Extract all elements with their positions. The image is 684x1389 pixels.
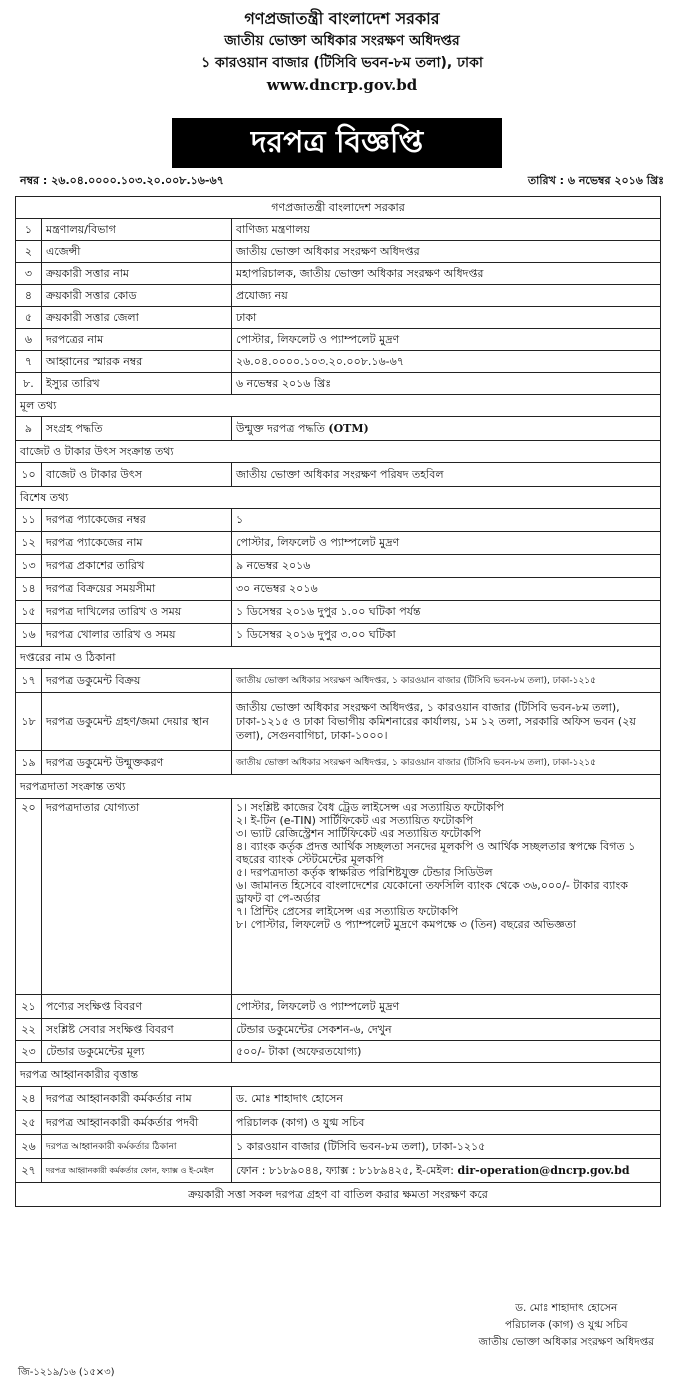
table-row: ১৭ দরপত্র ডকুমেন্ট বিক্রয় জাতীয় ভোক্তা অধিকার সংরক্ষণ অধিদপ্তর, ১ কারওয়ান বাজার (টিসিবি ভবন-৮ম তলা), ঢাকা-১২১৫ <box>16 669 661 693</box>
table-row: ১৯ দরপত্র ডকুমেন্ট উন্মুক্তকরণ জাতীয় ভোক্তা অধিকার সংরক্ষণ অধিদপ্তর, ১ কারওয়ান বাজার (টিসিবি ভবন-৮ম তলা), ঢাকা-১২১৫ <box>16 751 661 775</box>
table-row: ১০ বাজেট ও টাকার উৎস জাতীয় ভোক্তা অধিকার সংরক্ষণ পরিষদ তহবিল <box>16 463 661 487</box>
table-row: ১৫ দরপত্র দাখিলের তারিখ ও সময় ১ ডিসেম্বর ২০১৬ দুপুর ১.০০ ঘটিকা পর্যন্ত <box>16 601 661 624</box>
table-row: ৪ ক্রয়কারী সত্তার কোড প্রযোজ্য নয় <box>16 285 661 307</box>
tender-notice-banner: দরপত্র বিজ্ঞপ্তি <box>172 118 502 168</box>
table-row: ৫ ক্রয়কারী সত্তার জেলা ঢাকা <box>16 307 661 329</box>
table-row: ২ এজেন্সী জাতীয় ভোক্তা অধিকার সংরক্ষণ অধিদপ্তর <box>16 241 661 263</box>
table-row: ৭ আহ্বানের স্মারক নম্বর ২৬.০৪.০০০০.১০৩.২০.০০৮.১৬-৬৭ <box>16 351 661 373</box>
list-item: ৪। ব্যাংক কর্তৃক প্রদত্ত আর্থিক সচ্ছলতা সনদের মূলকপি ও আর্থিক সচ্ছলতার স্বপক্ষে বিগত ১ বছরের ব্যাংক স্টেটমেন্টের মূলকপি <box>236 840 636 866</box>
section-heading: দপ্তরের নাম ও ঠিকানা <box>16 647 661 669</box>
department-address: ১ কারওয়ান বাজার (টিসিবি ভবন-৮ম তলা), ঢাকা <box>201 55 483 71</box>
table-row: ২৭ দরপত্র আহ্বানকারী কর্মকর্তার ফোন, ফ্যাক্স ও ই-মেইল ফোন : ৮১৮৯০৪৪, ফ্যাক্স : ৮১৮৯৪২৫, ই-মেইল: dir-operation@dncrp.gov.bd <box>16 1159 661 1183</box>
gd-reference: জি-১২১৯/১৬ (১৫×৩) <box>18 1367 115 1378</box>
table-row: ১৬ দরপত্র খোলার তারিখ ও সময় ১ ডিসেম্বর ২০১৬ দুপুর ৩.০০ ঘটিকা <box>16 624 661 647</box>
section-heading: বাজেট ও টাকার উৎস সংক্রান্ত তথ্য <box>16 441 661 463</box>
signatory-office: জাতীয় ভোক্তা অধিকার সংরক্ষণ অধিদপ্তর <box>478 1336 654 1348</box>
tender-table <box>15 196 661 1207</box>
memo-date: তারিখ : ৬ নভেম্বর ২০১৬ খ্রিঃ <box>527 174 664 187</box>
section-heading: মূল তথ্য <box>16 395 661 417</box>
table-row: ১১ দরপত্র প্যাকেজের নম্বর ১ <box>16 509 661 532</box>
department-name: জাতীয় ভোক্তা অধিকার সংরক্ষণ অধিদপ্তর <box>224 33 460 49</box>
table-row: ২৪ দরপত্র আহ্বানকারী কর্মকর্তার নাম ড. মোঃ শাহাদাৎ হোসেন <box>16 1087 661 1111</box>
section-heading: বিশেষ তথ্য <box>16 487 661 509</box>
table-row: ২৩ টেন্ডার ডকুমেন্টের মূল্য ৫০০/- টাকা (অফেরতযোগ্য) <box>16 1041 661 1063</box>
signature-block <box>479 1300 654 1351</box>
table-row: ১৩ দরপত্র প্রকাশের তারিখ ৯ নভেম্বর ২০১৬ <box>16 555 661 578</box>
table-row: ২১ পণ্যের সংক্ষিপ্ত বিবরণ পোস্টার, লিফলেট ও প্যাম্পলেট মুদ্রণ <box>16 995 661 1019</box>
memo-number: নম্বর : ২৬.০৪.০০০০.১০৩.২০.০০৮.১৬-৬৭ <box>20 174 224 187</box>
table-row: ৩ ক্রয়কারী সত্তার নাম মহাপরিচালক, জাতীয় ভোক্তা অধিকার সংরক্ষণ অধিদপ্তর <box>16 263 661 285</box>
reference-line <box>20 172 664 191</box>
table-row: ৮. ইস্যুর তারিখ ৬ নভেম্বর ২০১৬ খ্রিঃ <box>16 373 661 395</box>
list-item: ৩। ভ্যাট রেজিস্ট্রেশন সার্টিফিকেট এর সত্যায়িত ফটোকপি <box>236 827 482 840</box>
section-heading: দরপত্রদাতা সংক্রান্ত তথ্য <box>16 775 661 799</box>
table-row: ৯ সংগ্রহ পদ্ধতি উন্মুক্ত দরপত্র পদ্ধতি (OTM) <box>16 417 661 441</box>
table-row: ২৬ দরপত্র আহ্বানকারী কর্মকর্তার ঠিকানা ১ কারওয়ান বাজার (টিসিবি ভবন-৮ম তলা), ঢাকা-১২১৫ <box>16 1135 661 1159</box>
section-heading: দরপত্র আহ্বানকারীর বৃত্তান্ত <box>16 1063 661 1087</box>
table-row: ২২ সংশ্লিষ্ট সেবার সংক্ষিপ্ত বিবরণ টেন্ডার ডকুমেন্টের সেকশন-৬, দেখুন <box>16 1019 661 1041</box>
table-title: গণপ্রজাতন্ত্রী বাংলাদেশ সরকার <box>16 197 661 219</box>
table-footer-note: ক্রয়কারী সত্তা সকল দরপত্র গ্রহণ বা বাতিল করার ক্ষমতা সংরক্ষণ করে <box>16 1183 661 1207</box>
list-item: ৫। দরপত্রদাতা কর্তৃক স্বাক্ষরিত পরিশিষ্টযুক্ত টেন্ডার সিডিউল <box>236 866 493 879</box>
table-row: ২৫ দরপত্র আহ্বানকারী কর্মকর্তার পদবী পরিচালক (কাগ) ও যুগ্ম সচিব <box>16 1111 661 1135</box>
eligibility-list <box>236 801 656 931</box>
table-row: ১৪ দরপত্র বিক্রয়ের সময়সীমা ৩০ নভেম্বর ২০১৬ <box>16 578 661 601</box>
website-link[interactable]: www.dncrp.gov.bd <box>266 76 418 94</box>
list-item: ৬। জামানত হিসেবে বাংলাদেশের যেকোনো তফসিলি ব্যাংক থেকে ৩৬,০০০/- টাকার ব্যাংক ড্রাফট বা পে-অর্ডার <box>236 879 628 905</box>
email-link[interactable]: dir-operation@dncrp.gov.bd <box>457 1163 630 1177</box>
table-row: ১৮ দরপত্র ডকুমেন্ট গ্রহণ/জমা দেয়ার স্থান জাতীয় ভোক্তা অধিকার সংরক্ষণ অধিদপ্তর, ১ কারওয়ান বাজার (টিসিবি ভবন-৮ম তলা), ঢাকা-১২১৫ ও ঢাকা বিভাগীয় কমিশনারের কার্যালয়, ১ম ১২ তলা, সরকারি অফিস ভবন (২য় তলা), সেগুনবাগিচা, ঢাকা-১০০০। <box>16 693 661 751</box>
table-row: ২০ দরপত্রদাতার যোগ্যতা ১। সংশ্লিষ্ট কাজের বৈধ ট্রেড লাইসেন্স এর সত্যায়িত ফটোকপি ২। ই-টিন (e-TIN) সার্টিফিকেট এর সত্যায়িত ফটোকপি ৩। ভ্যাট রেজিস্ট্রেশন সার্টিফিকেট এর সত্যায়িত ফটোকপি ৪। ব্যাংক কর্তৃক প্রদত্ত আর্থিক সচ্ছলতা সনদের মূলকপি ও আর্থিক সচ্ছলতার স্বপক্ষে বিগত ১ বছরের ব্যাংক স্টেটমেন্টের মূলকপি ৫। দরপত্রদাতা কর্তৃক স্বাক্ষরিত পরিশিষ্টযুক্ত টেন্ডার সিডিউল ৬। জামানত হিসেবে বাংলাদেশের যেকোনো তফসিলি ব্যাংক থেকে ৩৬,০০০/- টাকার ব্যাংক ড্রাফট বা পে-অর্ডার ৭। প্রিন্টিং প্রেসের লাইসেন্স এর সত্যায়িত ফটোকপি ৮। পোস্টার, লিফলেট ও প্যাম্পলেট মুদ্রণে কমপক্ষে ৩ (তিন) বছরের অভিজ্ঞতা <box>16 799 661 995</box>
table-row: ৬ দরপত্রের নাম পোস্টার, লিফলেট ও প্যাম্পলেট মুদ্রণ <box>16 329 661 351</box>
govt-name: গণপ্রজাতন্ত্রী বাংলাদেশ সরকার <box>244 9 440 28</box>
notice-header <box>0 8 684 96</box>
table-row: ১২ দরপত্র প্যাকেজের নাম পোস্টার, লিফলেট ও প্যাম্পলেট মুদ্রণ <box>16 532 661 555</box>
list-item: ৭। প্রিন্টিং প্রেসের লাইসেন্স এর সত্যায়িত ফটোকপি <box>236 905 458 918</box>
list-item: ২। ই-টিন (e-TIN) সার্টিফিকেট এর সত্যায়িত ফটোকপি <box>236 814 474 827</box>
list-item: ৮। পোস্টার, লিফলেট ও প্যাম্পলেট মুদ্রণে কমপক্ষে ৩ (তিন) বছরের অভিজ্ঞতা <box>236 918 577 931</box>
signatory-name: ড. মোঃ শাহাদাৎ হোসেন <box>515 1302 618 1314</box>
table-row: ১ মন্ত্রণালয়/বিভাগ বাণিজ্য মন্ত্রণালয় <box>16 219 661 241</box>
list-item: ১। সংশ্লিষ্ট কাজের বৈধ ট্রেড লাইসেন্স এর সত্যায়িত ফটোকপি <box>236 801 504 814</box>
signatory-title: পরিচালক (কাগ) ও যুগ্ম সচিব <box>505 1319 628 1331</box>
